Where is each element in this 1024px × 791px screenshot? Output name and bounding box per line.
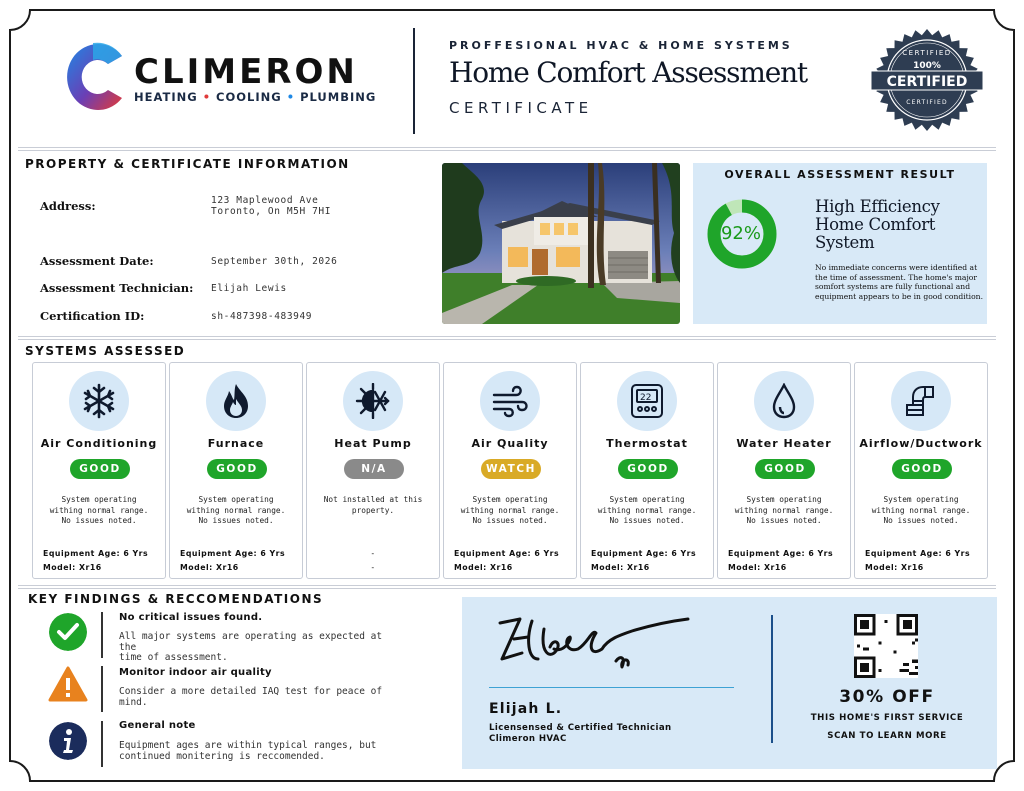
system-icon-circle <box>480 371 540 431</box>
system-icon-circle <box>617 371 677 431</box>
equipment-age: Equipment Age: 6 Yrs <box>43 549 149 558</box>
status-badge: GOOD <box>755 459 815 479</box>
seal-bottom-text: CERTIFIED <box>906 99 948 106</box>
system-card <box>169 362 303 579</box>
result-description: No immediate concerns were identified at the time of assessment. The home's major somfort systems are fully functional and equipment appears to be in good condition. <box>815 263 983 301</box>
equipment-info <box>591 547 696 574</box>
equipment-model: - <box>371 562 375 572</box>
certified-seal <box>856 26 998 134</box>
system-name: Air Quality <box>471 437 549 450</box>
system-card <box>854 362 988 579</box>
findings-section-title: KEY FINDINGS & RECCOMENDATIONS <box>28 592 324 606</box>
finding-body: All major systems are operating as expected at the time of assessment. <box>119 631 383 663</box>
handwritten-signature <box>492 609 692 675</box>
equipment-info <box>180 547 285 574</box>
address-value: 123 Maplewood Ave Toronto, On M5H 7HI <box>211 195 332 217</box>
system-description: System operating withing normal range. No issues noted. <box>186 495 286 526</box>
seal-main-text: CERTIFIED <box>886 74 968 90</box>
finding-body: Consider a more detailed IAQ test for peace of mind. <box>119 686 383 708</box>
page-subtitle: CERTIFICATE <box>449 99 593 117</box>
score-percent: 92% <box>720 223 761 244</box>
assessment-date-label: Assessment Date: <box>40 254 154 268</box>
brand-tagline: HEATING • COOLING • PLUMBING <box>134 90 377 104</box>
wind-icon <box>492 383 528 419</box>
divider <box>18 588 996 589</box>
signature-line <box>489 687 734 688</box>
result-headline: High Efficiency Home Comfort System <box>815 197 940 252</box>
system-icon-circle <box>343 371 403 431</box>
thermostat-display: 22 <box>640 393 652 403</box>
equipment-age: - <box>371 549 375 558</box>
finding-body: Equipment ages are within typical ranges, but continued monitering is reccomended. <box>119 740 377 762</box>
water-drop-icon <box>766 383 802 419</box>
header-eyebrow: PROFFESIONAL HVAC & HOME SYSTEMS <box>449 39 793 52</box>
warning-icon <box>48 666 88 702</box>
system-description: Not installed at this property. <box>323 495 423 515</box>
technician-label: Assessment Technician: <box>40 281 194 295</box>
offer-headline: 30% OFF <box>839 687 935 707</box>
snowflake-icon <box>81 383 117 419</box>
address-label: Address: <box>40 199 96 213</box>
certification-id-label: Certification ID: <box>40 309 145 323</box>
equipment-model: Model: Xr16 <box>454 562 513 572</box>
equipment-info <box>43 547 148 574</box>
thermostat-icon <box>629 383 665 419</box>
divider <box>18 339 996 340</box>
result-title: OVERALL ASSESSMENT RESULT <box>724 168 956 181</box>
header-divider <box>413 28 415 134</box>
system-name: Water Heater <box>736 437 832 450</box>
equipment-info <box>454 547 559 574</box>
system-name: Thermostat <box>606 437 688 450</box>
signature-offer-panel <box>462 597 997 769</box>
page-title: Home Comfort Assessment <box>449 56 807 89</box>
system-name: Furnace <box>207 437 265 450</box>
offer-cta: SCAN TO LEARN MORE <box>827 731 947 741</box>
brand-name: CLIMERON <box>134 52 358 92</box>
seal-percent: 100% <box>913 61 941 71</box>
equipment-info <box>865 547 970 574</box>
equipment-info <box>728 547 833 574</box>
system-icon-circle <box>754 371 814 431</box>
technician-value: Elijah Lewis <box>211 283 287 294</box>
finding-bar <box>101 612 103 658</box>
finding-heading: General note <box>119 720 196 731</box>
system-icon-circle <box>891 371 951 431</box>
finding-bar <box>101 666 103 712</box>
qr-code[interactable] <box>854 614 918 678</box>
equipment-model: Model: Xr16 <box>43 562 102 572</box>
divider <box>18 336 996 337</box>
status-badge: GOOD <box>618 459 678 479</box>
equipment-model: Model: Xr16 <box>865 562 924 572</box>
system-card <box>580 362 714 579</box>
assessment-date-value: September 30th, 2026 <box>211 256 338 267</box>
sun-snowflake-icon <box>355 383 391 419</box>
equipment-model: Model: Xr16 <box>180 562 239 572</box>
checkmark-icon <box>49 613 87 651</box>
status-badge: GOOD <box>207 459 267 479</box>
flame-icon <box>218 383 254 419</box>
property-section-title: PROPERTY & CERTIFICATE INFORMATION <box>25 157 350 171</box>
certification-id-value: sh-487398-483949 <box>211 311 313 322</box>
status-badge: GOOD <box>70 459 130 479</box>
equipment-age: Equipment Age: 6 Yrs <box>591 549 697 558</box>
system-description: System operating withing normal range. No issues noted. <box>871 495 971 526</box>
finding-heading: No critical issues found. <box>119 612 263 623</box>
system-description: System operating withing normal range. No issues noted. <box>734 495 834 526</box>
equipment-info <box>307 547 439 574</box>
equipment-age: Equipment Age: 6 Yrs <box>454 549 560 558</box>
duct-icon <box>903 383 939 419</box>
system-name: Airflow/Ductwork <box>859 437 983 450</box>
system-description: System operating withing normal range. No issues noted. <box>460 495 560 526</box>
system-description: System operating withing normal range. No issues noted. <box>597 495 697 526</box>
equipment-age: Equipment Age: 6 Yrs <box>865 549 971 558</box>
technician-signature-name: Elijah L. <box>489 701 563 717</box>
divider <box>18 147 996 148</box>
equipment-age: Equipment Age: 6 Yrs <box>180 549 286 558</box>
divider <box>18 585 996 586</box>
system-card <box>717 362 851 579</box>
equipment-age: Equipment Age: 6 Yrs <box>728 549 834 558</box>
equipment-model: Model: Xr16 <box>728 562 787 572</box>
system-name: Air Conditioning <box>40 437 158 450</box>
seal-top-text: CERTIFIED <box>902 49 952 57</box>
system-icon-circle <box>206 371 266 431</box>
status-badge: GOOD <box>892 459 952 479</box>
systems-section-title: SYSTEMS ASSESSED <box>25 344 186 358</box>
status-badge: N/A <box>344 459 404 479</box>
info-icon <box>49 722 87 760</box>
divider <box>18 150 996 151</box>
system-card <box>443 362 577 579</box>
system-description: System operating withing normal range. No issues noted. <box>49 495 149 526</box>
house-photo <box>442 163 680 324</box>
finding-bar <box>101 721 103 767</box>
finding-heading: Monitor indoor air quality <box>119 667 272 678</box>
system-name: Heat Pump <box>334 437 412 450</box>
offer-divider <box>771 615 773 743</box>
technician-role: Licensensed & Certified Technician Climeron HVAC <box>489 723 672 744</box>
status-badge: WATCH <box>481 459 541 479</box>
system-card <box>32 362 166 579</box>
offer-line: THIS HOME'S FIRST SERVICE <box>810 713 964 723</box>
system-icon-circle <box>69 371 129 431</box>
system-card <box>306 362 440 579</box>
climeron-logo-mark <box>60 40 126 114</box>
overall-result-panel <box>693 163 987 324</box>
equipment-model: Model: Xr16 <box>591 562 650 572</box>
